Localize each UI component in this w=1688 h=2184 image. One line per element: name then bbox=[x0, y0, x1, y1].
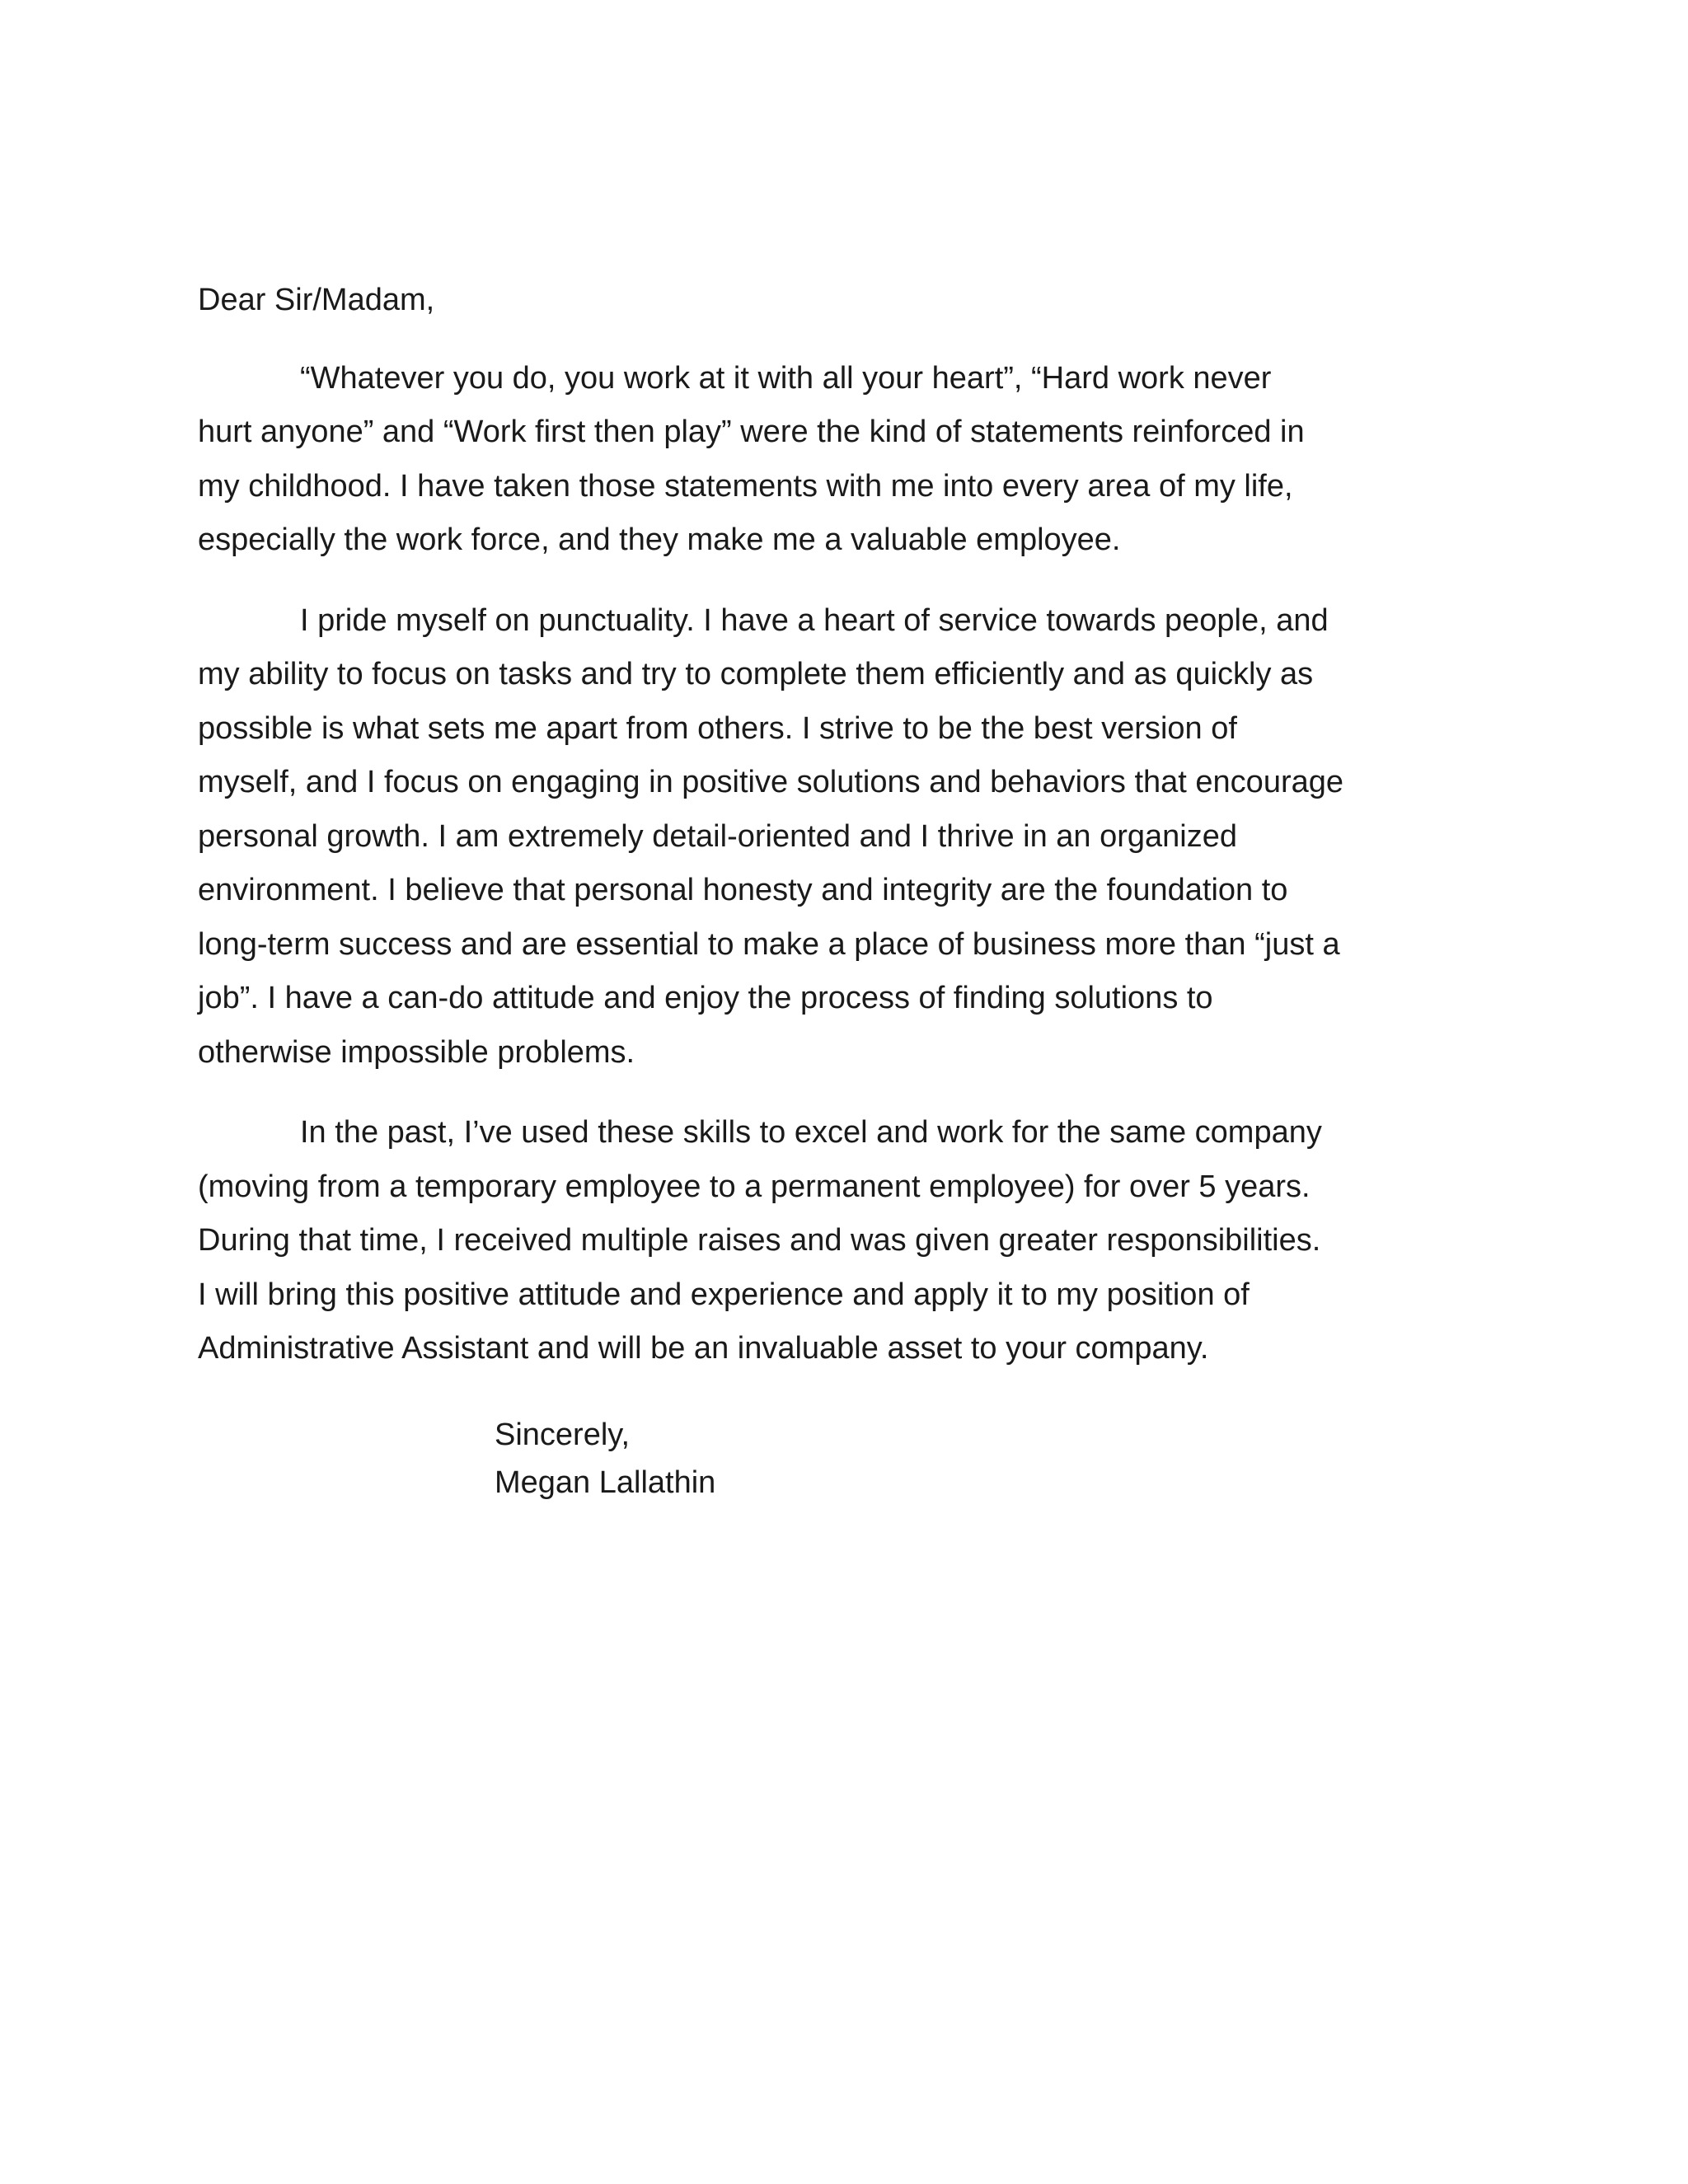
paragraph-line: my childhood. I have taken those statements with me into every area of my life, bbox=[198, 468, 1293, 504]
salutation: Dear Sir/Madam, bbox=[198, 283, 435, 317]
paragraph-line: During that time, I received multiple raises and was given greater responsibilities. bbox=[198, 1223, 1321, 1258]
cover-letter-body bbox=[198, 274, 1525, 1403]
closing-block bbox=[495, 1411, 715, 1507]
paragraph-line: “Whatever you do, you work at it with all your heart”, “Hard work never bbox=[300, 360, 1272, 396]
paragraph-line: In the past, I’ve used these skills to excel and work for the same company bbox=[300, 1115, 1322, 1150]
paragraph-line: possible is what sets me apart from others. I strive to be the best version of bbox=[198, 710, 1237, 746]
paragraph-2 bbox=[198, 594, 1525, 1080]
paragraph-line: myself, and I focus on engaging in positive solutions and behaviors that encourage bbox=[198, 765, 1344, 799]
paragraph-line: (moving from a temporary employee to a permanent employee) for over 5 years. bbox=[198, 1169, 1311, 1204]
paragraph-line: I pride myself on punctuality. I have a heart of service towards people, and bbox=[300, 602, 1329, 638]
paragraph-1 bbox=[198, 352, 1525, 568]
paragraph-line: environment. I believe that personal honesty and integrity are the foundation to bbox=[198, 873, 1288, 907]
paragraph-line: long-term success and are essential to make a place of business more than “just a bbox=[198, 926, 1340, 962]
paragraph-line: especially the work force, and they make me a valuable employee. bbox=[198, 523, 1121, 557]
paragraph-line: personal growth. I am extremely detail-oriented and I thrive in an organized bbox=[198, 818, 1238, 854]
closing-text: Sincerely, bbox=[495, 1418, 631, 1452]
paragraph-line: hurt anyone” and “Work first then play” were the kind of statements reinforced in bbox=[198, 415, 1305, 449]
paragraph-3 bbox=[198, 1106, 1525, 1376]
paragraph-line: my ability to focus on tasks and try to complete them efficiently and as quickly as bbox=[198, 657, 1314, 691]
paragraph-line: otherwise impossible problems. bbox=[198, 1034, 635, 1070]
signature-name: Megan Lallathin bbox=[495, 1465, 716, 1500]
paragraph-line: job”. I have a can-do attitude and enjoy the process of finding solutions to bbox=[198, 981, 1213, 1015]
paragraph-line: I will bring this positive attitude and experience and apply it to my position of bbox=[198, 1277, 1250, 1312]
paragraph-line: Administrative Assistant and will be an invaluable asset to your company. bbox=[198, 1331, 1209, 1366]
